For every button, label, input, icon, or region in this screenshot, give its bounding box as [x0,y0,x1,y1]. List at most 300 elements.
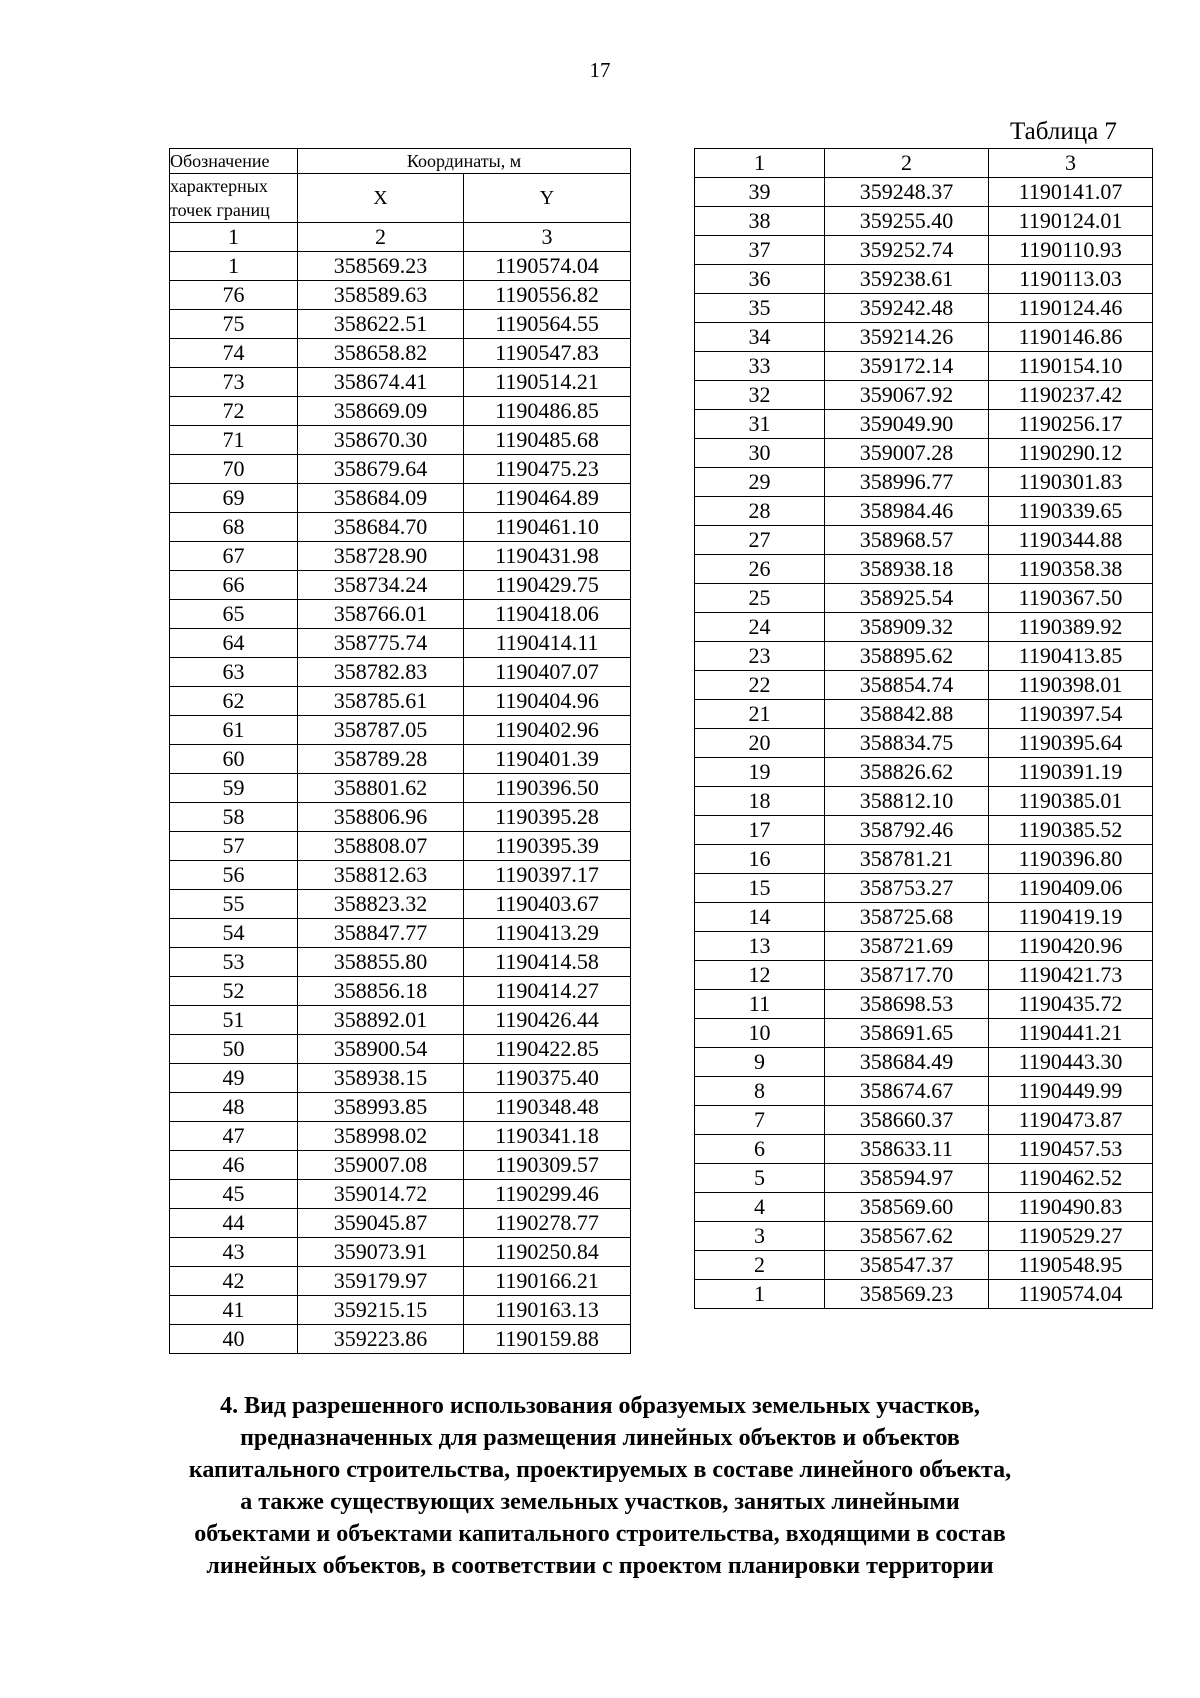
x-coordinate-cell: 358569.60 [825,1193,989,1222]
y-coordinate-cell: 1190124.46 [989,294,1153,323]
x-coordinate-cell: 358775.74 [298,629,464,658]
table-row [695,526,1153,555]
x-coordinate-cell: 358684.49 [825,1048,989,1077]
table-row [695,1251,1153,1280]
table-row [695,1193,1153,1222]
table-row [695,1019,1153,1048]
y-coordinate-cell: 1190422.85 [464,1035,631,1064]
point-number-cell: 62 [170,687,298,716]
point-number-cell: 58 [170,803,298,832]
y-coordinate-cell: 1190301.83 [989,468,1153,497]
point-number-cell: 46 [170,1151,298,1180]
point-number-cell: 75 [170,310,298,339]
point-number-cell: 65 [170,600,298,629]
x-coordinate-cell: 358996.77 [825,468,989,497]
y-coordinate-cell: 1190413.85 [989,642,1153,671]
table-row [695,1077,1153,1106]
x-coordinate-cell: 358892.01 [298,1006,464,1035]
table-row [695,294,1153,323]
y-coordinate-cell: 1190278.77 [464,1209,631,1238]
table-row [695,1280,1153,1309]
point-number-cell: 17 [695,816,825,845]
x-coordinate-cell: 359172.14 [825,352,989,381]
column-number-row [170,223,631,252]
x-header: X [298,174,464,223]
table-row [695,642,1153,671]
x-coordinate-cell: 359045.87 [298,1209,464,1238]
table-row [695,1164,1153,1193]
x-coordinate-cell: 358847.77 [298,919,464,948]
point-number-cell: 18 [695,787,825,816]
table-row [695,816,1153,845]
y-coordinate-cell: 1190344.88 [989,526,1153,555]
point-number-cell: 72 [170,397,298,426]
point-number-cell: 57 [170,832,298,861]
x-coordinate-cell: 358728.90 [298,542,464,571]
y-coordinate-cell: 1190309.57 [464,1151,631,1180]
point-number-cell: 45 [170,1180,298,1209]
table-row [695,584,1153,613]
y-coordinate-cell: 1190431.98 [464,542,631,571]
y-coordinate-cell: 1190375.40 [464,1064,631,1093]
point-number-cell: 20 [695,729,825,758]
x-coordinate-cell: 358823.32 [298,890,464,919]
table-row [170,1035,631,1064]
point-number-cell: 66 [170,571,298,600]
x-coordinate-cell: 358622.51 [298,310,464,339]
point-number-cell: 21 [695,700,825,729]
x-coordinate-cell: 358938.15 [298,1064,464,1093]
table-row [170,919,631,948]
column-number-row [695,149,1153,178]
y-coordinate-cell: 1190391.19 [989,758,1153,787]
y-coordinate-cell: 1190449.99 [989,1077,1153,1106]
table-row [695,961,1153,990]
y-coordinate-cell: 1190426.44 [464,1006,631,1035]
y-coordinate-cell: 1190159.88 [464,1325,631,1354]
x-coordinate-cell: 358826.62 [825,758,989,787]
y-coordinate-cell: 1190404.96 [464,687,631,716]
x-coordinate-cell: 358766.01 [298,600,464,629]
x-coordinate-cell: 358691.65 [825,1019,989,1048]
table-row [170,774,631,803]
x-coordinate-cell: 358698.53 [825,990,989,1019]
table-row [170,542,631,571]
column-number: 1 [170,223,298,252]
point-number-cell: 10 [695,1019,825,1048]
x-coordinate-cell: 358812.63 [298,861,464,890]
table-row [695,410,1153,439]
x-coordinate-cell: 358753.27 [825,874,989,903]
y-coordinate-cell: 1190396.80 [989,845,1153,874]
x-coordinate-cell: 358669.09 [298,397,464,426]
y-coordinate-cell: 1190341.18 [464,1122,631,1151]
table-row [170,1180,631,1209]
y-header: Y [464,174,631,223]
table-row [695,903,1153,932]
table-row [695,555,1153,584]
designation-header-line: характерных [170,174,298,199]
x-coordinate-cell: 359255.40 [825,207,989,236]
x-coordinate-cell: 358998.02 [298,1122,464,1151]
table-row [170,716,631,745]
x-coordinate-cell: 358789.28 [298,745,464,774]
x-coordinate-cell: 358856.18 [298,977,464,1006]
point-number-cell: 5 [695,1164,825,1193]
point-number-cell: 73 [170,368,298,397]
x-coordinate-cell: 358925.54 [825,584,989,613]
y-coordinate-cell: 1190435.72 [989,990,1153,1019]
point-number-cell: 33 [695,352,825,381]
point-number-cell: 36 [695,265,825,294]
y-coordinate-cell: 1190529.27 [989,1222,1153,1251]
table-row [170,455,631,484]
y-coordinate-cell: 1190124.01 [989,207,1153,236]
point-number-cell: 61 [170,716,298,745]
table-row [695,1222,1153,1251]
point-number-cell: 37 [695,236,825,265]
y-coordinate-cell: 1190397.54 [989,700,1153,729]
coordinates-table-left [169,148,631,1354]
y-coordinate-cell: 1190514.21 [464,368,631,397]
x-coordinate-cell: 359073.91 [298,1238,464,1267]
x-coordinate-cell: 358725.68 [825,903,989,932]
section-heading-line: 4. Вид разрешенного использования образуемых земельных участков, [220,1393,980,1419]
coordinates-table-right-body [695,149,1153,1309]
point-number-cell: 35 [695,294,825,323]
point-number-cell: 6 [695,1135,825,1164]
table-row [695,323,1153,352]
x-coordinate-cell: 359007.08 [298,1151,464,1180]
point-number-cell: 19 [695,758,825,787]
x-coordinate-cell: 358594.97 [825,1164,989,1193]
point-number-cell: 11 [695,990,825,1019]
table-row [695,700,1153,729]
point-number-cell: 50 [170,1035,298,1064]
y-coordinate-cell: 1190141.07 [989,178,1153,207]
x-coordinate-cell: 358569.23 [298,252,464,281]
point-number-cell: 43 [170,1238,298,1267]
point-number-cell: 60 [170,745,298,774]
x-coordinate-cell: 359215.15 [298,1296,464,1325]
y-coordinate-cell: 1190367.50 [989,584,1153,613]
y-coordinate-cell: 1190395.39 [464,832,631,861]
y-coordinate-cell: 1190475.23 [464,455,631,484]
table-row [695,787,1153,816]
table-caption: Таблица 7 [1010,118,1117,145]
x-coordinate-cell: 358984.46 [825,497,989,526]
point-number-cell: 47 [170,1122,298,1151]
point-number-cell: 12 [695,961,825,990]
table-row [170,281,631,310]
point-number-cell: 68 [170,513,298,542]
table-row [170,600,631,629]
table-row [695,845,1153,874]
coordinates-header: Координаты, м [298,149,631,174]
x-coordinate-cell: 358854.74 [825,671,989,700]
x-coordinate-cell: 358658.82 [298,339,464,368]
x-coordinate-cell: 358782.83 [298,658,464,687]
x-coordinate-cell: 358679.64 [298,455,464,484]
x-coordinate-cell: 358909.32 [825,613,989,642]
column-number: 3 [989,149,1153,178]
table-row [695,671,1153,700]
table-row [170,571,631,600]
x-coordinate-cell: 359238.61 [825,265,989,294]
x-coordinate-cell: 358717.70 [825,961,989,990]
coordinates-table-left-body [170,149,631,1354]
x-coordinate-cell: 359223.86 [298,1325,464,1354]
point-number-cell: 9 [695,1048,825,1077]
table-row [695,439,1153,468]
y-coordinate-cell: 1190110.93 [989,236,1153,265]
section-heading-line: объектами и объектами капитального строительства, входящими в состав [194,1521,1006,1547]
y-coordinate-cell: 1190385.52 [989,816,1153,845]
column-number: 2 [298,223,464,252]
y-coordinate-cell: 1190146.86 [989,323,1153,352]
x-coordinate-cell: 359214.26 [825,323,989,352]
table-row [695,468,1153,497]
y-coordinate-cell: 1190389.92 [989,613,1153,642]
table-row [170,339,631,368]
y-coordinate-cell: 1190473.87 [989,1106,1153,1135]
x-coordinate-cell: 358938.18 [825,555,989,584]
point-number-cell: 1 [170,252,298,281]
x-coordinate-cell: 358547.37 [825,1251,989,1280]
y-coordinate-cell: 1190396.50 [464,774,631,803]
table-row [695,178,1153,207]
point-number-cell: 42 [170,1267,298,1296]
table-row [170,1122,631,1151]
point-number-cell: 64 [170,629,298,658]
table-row [170,1209,631,1238]
y-coordinate-cell: 1190486.85 [464,397,631,426]
point-number-cell: 16 [695,845,825,874]
table-row [695,874,1153,903]
y-coordinate-cell: 1190299.46 [464,1180,631,1209]
x-coordinate-cell: 358674.67 [825,1077,989,1106]
table-row [170,803,631,832]
table-row [170,861,631,890]
y-coordinate-cell: 1190166.21 [464,1267,631,1296]
y-coordinate-cell: 1190163.13 [464,1296,631,1325]
coordinates-table-right [694,148,1153,1309]
point-number-cell: 51 [170,1006,298,1035]
table-row [170,1093,631,1122]
section-heading-line: а также существующих земельных участков, занятых линейными [240,1489,960,1515]
table-row [170,252,631,281]
point-number-cell: 41 [170,1296,298,1325]
x-coordinate-cell: 358633.11 [825,1135,989,1164]
point-number-cell: 29 [695,468,825,497]
y-coordinate-cell: 1190464.89 [464,484,631,513]
table-row [170,1151,631,1180]
point-number-cell: 55 [170,890,298,919]
y-coordinate-cell: 1190397.17 [464,861,631,890]
point-number-cell: 44 [170,1209,298,1238]
table-row [170,687,631,716]
point-number-cell: 53 [170,948,298,977]
x-coordinate-cell: 359179.97 [298,1267,464,1296]
table-row [695,352,1153,381]
x-coordinate-cell: 358895.62 [825,642,989,671]
x-coordinate-cell: 358660.37 [825,1106,989,1135]
section-heading-line: капитального строительства, проектируемых в составе линейного объекта, [188,1457,1012,1483]
y-coordinate-cell: 1190414.58 [464,948,631,977]
point-number-cell: 28 [695,497,825,526]
y-coordinate-cell: 1190485.68 [464,426,631,455]
table-row [170,745,631,774]
y-coordinate-cell: 1190457.53 [989,1135,1153,1164]
point-number-cell: 27 [695,526,825,555]
x-coordinate-cell: 358589.63 [298,281,464,310]
y-coordinate-cell: 1190414.27 [464,977,631,1006]
x-coordinate-cell: 358900.54 [298,1035,464,1064]
x-coordinate-cell: 358684.70 [298,513,464,542]
y-coordinate-cell: 1190461.10 [464,513,631,542]
point-number-cell: 76 [170,281,298,310]
x-coordinate-cell: 358721.69 [825,932,989,961]
y-coordinate-cell: 1190395.28 [464,803,631,832]
x-coordinate-cell: 358806.96 [298,803,464,832]
section-heading-line: предназначенных для размещения линейных объектов и объектов [240,1425,960,1451]
y-coordinate-cell: 1190395.64 [989,729,1153,758]
x-coordinate-cell: 359014.72 [298,1180,464,1209]
point-number-cell: 14 [695,903,825,932]
point-number-cell: 23 [695,642,825,671]
y-coordinate-cell: 1190556.82 [464,281,631,310]
table-row [695,932,1153,961]
table-row [170,1238,631,1267]
section-heading-line: линейных объектов, в соответствии с проектом планировки территории [206,1553,994,1579]
x-coordinate-cell: 358834.75 [825,729,989,758]
point-number-cell: 26 [695,555,825,584]
y-coordinate-cell: 1190421.73 [989,961,1153,990]
column-number: 2 [825,149,989,178]
table-row [170,890,631,919]
table-row [170,832,631,861]
y-coordinate-cell: 1190413.29 [464,919,631,948]
point-number-cell: 8 [695,1077,825,1106]
point-number-cell: 32 [695,381,825,410]
point-number-cell: 1 [695,1280,825,1309]
y-coordinate-cell: 1190462.52 [989,1164,1153,1193]
y-coordinate-cell: 1190154.10 [989,352,1153,381]
x-coordinate-cell: 358567.62 [825,1222,989,1251]
y-coordinate-cell: 1190385.01 [989,787,1153,816]
y-coordinate-cell: 1190441.21 [989,1019,1153,1048]
y-coordinate-cell: 1190401.39 [464,745,631,774]
y-coordinate-cell: 1190407.07 [464,658,631,687]
y-coordinate-cell: 1190339.65 [989,497,1153,526]
point-number-cell: 71 [170,426,298,455]
table-row [170,484,631,513]
table-row [695,613,1153,642]
y-coordinate-cell: 1190250.84 [464,1238,631,1267]
y-coordinate-cell: 1190256.17 [989,410,1153,439]
table-row [695,207,1153,236]
x-coordinate-cell: 358670.30 [298,426,464,455]
table-row [170,1006,631,1035]
table-row [695,758,1153,787]
x-coordinate-cell: 358569.23 [825,1280,989,1309]
y-coordinate-cell: 1190429.75 [464,571,631,600]
table-row [695,1106,1153,1135]
table-row [170,948,631,977]
y-coordinate-cell: 1190358.38 [989,555,1153,584]
point-number-cell: 31 [695,410,825,439]
section-heading [140,1390,1060,1582]
x-coordinate-cell: 358812.10 [825,787,989,816]
x-coordinate-cell: 358781.21 [825,845,989,874]
point-number-cell: 49 [170,1064,298,1093]
x-coordinate-cell: 358787.05 [298,716,464,745]
y-coordinate-cell: 1190237.42 [989,381,1153,410]
point-number-cell: 56 [170,861,298,890]
y-coordinate-cell: 1190290.12 [989,439,1153,468]
y-coordinate-cell: 1190409.06 [989,874,1153,903]
y-coordinate-cell: 1190420.96 [989,932,1153,961]
x-coordinate-cell: 358674.41 [298,368,464,397]
point-number-cell: 15 [695,874,825,903]
table-row [170,629,631,658]
y-coordinate-cell: 1190398.01 [989,671,1153,700]
x-coordinate-cell: 358855.80 [298,948,464,977]
table-row [170,1296,631,1325]
y-coordinate-cell: 1190547.83 [464,339,631,368]
point-number-cell: 69 [170,484,298,513]
point-number-cell: 67 [170,542,298,571]
table-row [695,265,1153,294]
point-number-cell: 22 [695,671,825,700]
table-row [170,977,631,1006]
y-coordinate-cell: 1190564.55 [464,310,631,339]
point-number-cell: 4 [695,1193,825,1222]
header-row [170,149,631,174]
page-number: 17 [589,58,611,82]
y-coordinate-cell: 1190574.04 [989,1280,1153,1309]
header-row [170,174,631,199]
x-coordinate-cell: 358842.88 [825,700,989,729]
x-coordinate-cell: 359049.90 [825,410,989,439]
point-number-cell: 59 [170,774,298,803]
y-coordinate-cell: 1190443.30 [989,1048,1153,1077]
table-row [170,658,631,687]
table-row [695,497,1153,526]
column-number: 1 [695,149,825,178]
y-coordinate-cell: 1190419.19 [989,903,1153,932]
x-coordinate-cell: 358684.09 [298,484,464,513]
designation-header-line: точек границ [170,198,298,223]
y-coordinate-cell: 1190548.95 [989,1251,1153,1280]
table-row [170,1064,631,1093]
y-coordinate-cell: 1190418.06 [464,600,631,629]
x-coordinate-cell: 358968.57 [825,526,989,555]
point-number-cell: 24 [695,613,825,642]
y-coordinate-cell: 1190113.03 [989,265,1153,294]
table-row [170,310,631,339]
point-number-cell: 3 [695,1222,825,1251]
point-number-cell: 70 [170,455,298,484]
y-coordinate-cell: 1190490.83 [989,1193,1153,1222]
table-row [170,1325,631,1354]
table-row [695,1048,1153,1077]
x-coordinate-cell: 358792.46 [825,816,989,845]
table-row [695,381,1153,410]
x-coordinate-cell: 358993.85 [298,1093,464,1122]
point-number-cell: 7 [695,1106,825,1135]
x-coordinate-cell: 358734.24 [298,571,464,600]
